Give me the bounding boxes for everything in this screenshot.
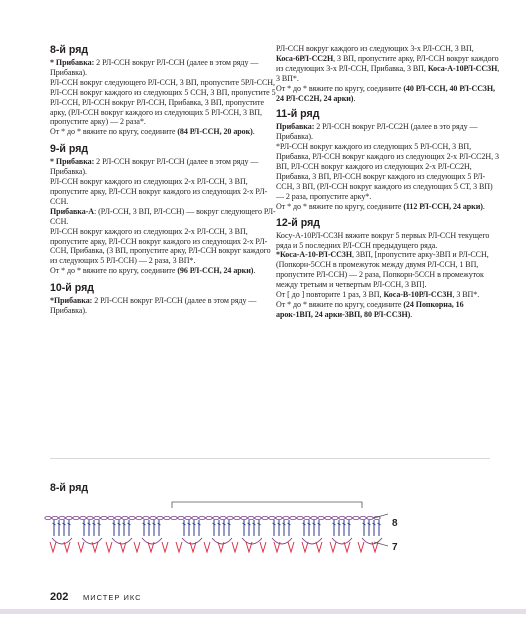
chart-chain-stitch (248, 516, 254, 519)
row9-increase-label: * Прибавка: (50, 157, 95, 167)
row12-instructions (276, 250, 502, 290)
chart-arch (182, 538, 202, 544)
chart-chain-stitch (115, 516, 121, 519)
row10-summary-count: (40 РЛ-ССН, 40 РЛ-СС3Н, 24 РЛ-СС2Н, 24 арки) (276, 83, 496, 103)
chart-chain-stitch (353, 516, 359, 519)
chart-arch (332, 538, 352, 544)
chart-chain-stitch (290, 516, 296, 519)
row9-summary-text: От * до * вяжите по кругу, соедините (50, 266, 178, 276)
chart-arch (52, 538, 72, 544)
row11-increase-text: 2 РЛ-ССН вокруг РЛ-СС2Н (далее в это ряду — Прибавка). (276, 122, 478, 142)
chart-chain-stitch (59, 516, 65, 519)
row9-heading: 9-й ряд (50, 143, 89, 156)
row9-summary-end: . (253, 266, 256, 276)
row11-increase-label: Прибавка: (276, 122, 315, 132)
row10-summary-end: . (353, 93, 356, 103)
footer-band (0, 609, 526, 614)
chart-arch (302, 538, 322, 544)
chart-chain-stitch (325, 516, 331, 519)
chart-chain-stitch (80, 516, 86, 519)
chart-fan-stitch (204, 542, 210, 552)
page-number: 202 (50, 591, 69, 603)
chart-fan-stitch (78, 542, 84, 552)
chart-chain-stitch (262, 516, 268, 519)
chart-chain-stitch (241, 516, 247, 519)
row11-instructions: *РЛ-ССН вокруг каждого из следующих 5 РЛ-ССН, 3 ВП, Прибавка, РЛ-ССН вокруг каждого из следующих 2-х РЛ-СС2Н, 3 ВП, РЛ-ССН вокруг каждого из следующих 2-х РЛ-СС2Н, Прибавка, 3 ВП, РЛ-ССН вокруг каждого из следующих 5 РЛ-ССН, 3 ВП, (РЛ-ССН вокруг каждого из следующих 5 СТ, 3 ВП) — 2 раза, пропустите арку*. (276, 142, 499, 201)
row9-increase-text: 2 РЛ-ССН вокруг РЛ-ССН (далее в этом ряду — Прибавка). (50, 157, 259, 177)
row10-cont-text-1: РЛ-ССН вокруг каждого из следующих 3-х РЛ-ССН, 3 ВП, (276, 44, 474, 53)
row11-heading: 11-й ряд (276, 108, 320, 121)
chart-fan-stitch (64, 542, 70, 552)
row9-summary (50, 266, 276, 276)
row12-summary-count: (24 Попкорна, 16 арок-1ВП, 24 арки-3ВП, 80 РЛ-СС3Н) (276, 299, 464, 319)
row10-continuation (276, 44, 502, 84)
row8-instructions: РЛ-ССН вокруг следующего РЛ-ССН, 3 ВП, пропустите 5РЛ-ССН, РЛ-ССН вокруг каждого из следующих 5 ССН, 3 ВП, пропустите 5 РЛ-ССН, РЛ-ССН вокруг РЛ-ССН, Прибавка, 3 ВП, пропустите арку, (РЛ-ССН вокруг каждого из следующих 5 РЛ-ССН, 3 ВП, пропустите арку) — 2 раза*. (50, 77, 276, 127)
row10-cont-text-2: , 3 ВП, пропустите арку, РЛ-ССН вокруг каждого из следующих 3-х РЛ-ССН, Прибавка, 3 ВП, (276, 53, 499, 73)
book-title: МИСТЕР ИКС (83, 593, 142, 602)
chart-fan-stitch (302, 542, 308, 552)
row11-summary (276, 202, 502, 212)
row12-summary-text: От * до * вяжите по кругу, соедините (276, 299, 404, 309)
chart-fan-stitch (162, 542, 168, 552)
chart-chain-stitch (52, 516, 58, 519)
row12-cable-b-label: Коса-В-10РЛ-СС3Н (383, 290, 453, 300)
chart-chain-stitch (157, 516, 163, 519)
chart-bracket (172, 502, 362, 508)
row12-summary-end: . (410, 309, 413, 319)
chart-chain-stitch (213, 516, 219, 519)
chart-chain-stitch (318, 516, 324, 519)
chart-fan-stitch (106, 542, 112, 552)
chart-chain-stitch (150, 516, 156, 519)
chart-arch (112, 538, 132, 544)
row10-increase-text: 2 РЛ-ССН вокруг РЛ-ССН (далее в этом ряду — Прибавка). (50, 296, 257, 316)
chart-chain-stitch (171, 516, 177, 519)
row12-heading: 12-й ряд (276, 216, 321, 229)
row11-summary-text: От * до * вяжите по кругу, соедините (276, 201, 404, 211)
row10-heading: 10-й ряд (50, 282, 95, 295)
row11-summary-count: (112 РЛ-ССН, 24 арки) (403, 201, 483, 211)
chart-chain-stitch (87, 516, 93, 519)
chart-arch (142, 538, 162, 544)
chart-chain-stitch (283, 516, 289, 519)
chart-arch (272, 538, 292, 544)
right-column (276, 44, 502, 320)
chart-fan-stitch (232, 542, 238, 552)
chart-chain-stitch (255, 516, 261, 519)
chart-chain-stitch (66, 516, 72, 519)
chart-chain-stitch (164, 516, 170, 519)
chart-chain-stitch (269, 516, 275, 519)
row10-cable-a: Коса-А-10РЛ-СС3Н (427, 63, 498, 73)
row9-instructions-1: РЛ-ССН вокруг каждого из следующих 2-х РЛ-ССН, 3 ВП, пропустите арку, РЛ-ССН вокруг каждого из следующих 2-х РЛ-ССН. (50, 177, 268, 206)
page-footer (0, 583, 526, 631)
chart-chain-stitch (276, 516, 282, 519)
chart-chain-stitch (94, 516, 100, 519)
row9-increase-a-text: : (РЛ-ССН, 3 ВП, РЛ-ССН) — вокруг следующего РЛ-ССН. (50, 206, 276, 226)
row10-cont-text-3: , 3 ВП*. (276, 63, 500, 83)
row9-increase-paragraph (50, 157, 276, 177)
row9-increase-a-paragraph (50, 207, 276, 227)
chart-chain-stitch (234, 516, 240, 519)
crochet-chart (44, 498, 454, 562)
row8-heading: 8-й ряд (50, 44, 89, 56)
left-column (50, 44, 276, 316)
row9-instructions-2: РЛ-ССН вокруг каждого из следующих 2-х РЛ-ССН, 3 ВП, пропустите арку, РЛ-ССН вокруг каждого из следующих 2-х РЛ-ССН, Прибавка, (3 ВП, пропустите арку, РЛ-ССН вокруг каждого из следующих 5 РЛ-ССН) — 2 раза, 3 ВП*. (50, 226, 271, 266)
chart-chain-stitch (311, 516, 317, 519)
chart-arch (212, 538, 232, 544)
row12-cable-a-label: *Коса-А-10-РЛ-СС3Н (276, 250, 353, 260)
chart-chain-stitch (199, 516, 205, 519)
row10-increase-label: *Прибавка: (50, 296, 93, 306)
chart-chain-stitch (185, 516, 191, 519)
row12-instructions-text: , 3ВП, [пропустите арку-3ВП и РЛ-ССН, (Попкорн-5ССН в промежуток между двумя РЛ-ССН, 1 ВП, пропустите РЛ-ССН) — 2 раза, Попкорн-5ССН в промежуток между третьим и четвертым РЛ-ССН, 3 ВП]. (276, 250, 489, 290)
chart-fan-stitch (176, 542, 182, 552)
chart-chain-stitch (332, 516, 338, 519)
chart-chain-stitch (143, 516, 149, 519)
row10-summary-text: От * до * вяжите по кругу, соедините (276, 83, 404, 93)
row12-summary (276, 300, 502, 320)
chart-chain-stitch (297, 516, 303, 519)
row11-summary-end: . (482, 201, 485, 211)
chart-fan-stitch (358, 542, 364, 552)
chart-chain-stitch (346, 516, 352, 519)
chart-row-label-7: 7 (392, 542, 398, 553)
row11-increase-paragraph (276, 122, 502, 142)
row8-summary-end: . (252, 127, 255, 137)
chart-chain-stitch (220, 516, 226, 519)
chart-title: 8-й ряд (50, 482, 89, 494)
chart-chain-stitch (192, 516, 198, 519)
chart-fan-stitch (330, 542, 336, 552)
chart-fan-stitch (288, 542, 294, 552)
chart-row-pointer (374, 514, 388, 518)
chart-chain-stitch (206, 516, 212, 519)
row10-summary (276, 84, 502, 104)
section-divider (50, 458, 490, 459)
row9-summary-count: (96 РЛ-ССН, 24 арки) (177, 266, 254, 276)
chart-chain-stitch (227, 516, 233, 519)
chart-chain-stitch (108, 516, 114, 519)
chart-fan-stitch (344, 542, 350, 552)
chart-fan-stitch (316, 542, 322, 552)
row12-repeat (276, 290, 502, 300)
chart-fan-stitch (134, 542, 140, 552)
row12-intro: Косу-А-10РЛ-СС3Н вяжите вокруг 5 первых РЛ-ССН текущего ряда и 5 последних РЛ-ССН предыдущего ряда. (276, 230, 490, 250)
chart-fan-stitch (260, 542, 266, 552)
row8-summary (50, 127, 276, 137)
chart-chain-stitch (101, 516, 107, 519)
chart-chain-stitch (73, 516, 79, 519)
chart-chain-stitch (339, 516, 345, 519)
chart-chain-stitch (122, 516, 128, 519)
chart-chain-stitch (367, 516, 373, 519)
row12-repeat-text: От [ до ] повторите 1 раз, 3 ВП, (276, 290, 384, 300)
chart-chain-stitch (136, 516, 142, 519)
chart-chain-stitch (129, 516, 135, 519)
row8-increase-label: * Прибавка: (50, 58, 95, 67)
chart-chain-stitch (304, 516, 310, 519)
row8-summary-count: (84 РЛ-ССН, 20 арок) (177, 127, 253, 137)
chart-chain-stitch (45, 516, 51, 519)
row8-increase-paragraph (50, 58, 276, 78)
chart-chain-stitch (360, 516, 366, 519)
row8-increase-text: 2 РЛ-ССН вокруг РЛ-ССН (далее в этом ряду — Прибавка). (50, 58, 259, 77)
chart-chain-stitch (178, 516, 184, 519)
chart-row-pointer (374, 542, 388, 546)
row9-increase-a-label: Прибавка-А (50, 206, 95, 216)
chart-row-label-8: 8 (392, 518, 398, 529)
row10-increase-paragraph (50, 296, 276, 316)
row10-cable-6: Коса-6РЛ-СС2Н (276, 53, 334, 63)
chart-fan-stitch (50, 542, 56, 552)
row12-repeat-end: , 3 ВП*. (452, 290, 480, 300)
row8-summary-text: От * до * вяжите по кругу, соедините (50, 127, 178, 137)
chart-fan-stitch (274, 542, 280, 552)
